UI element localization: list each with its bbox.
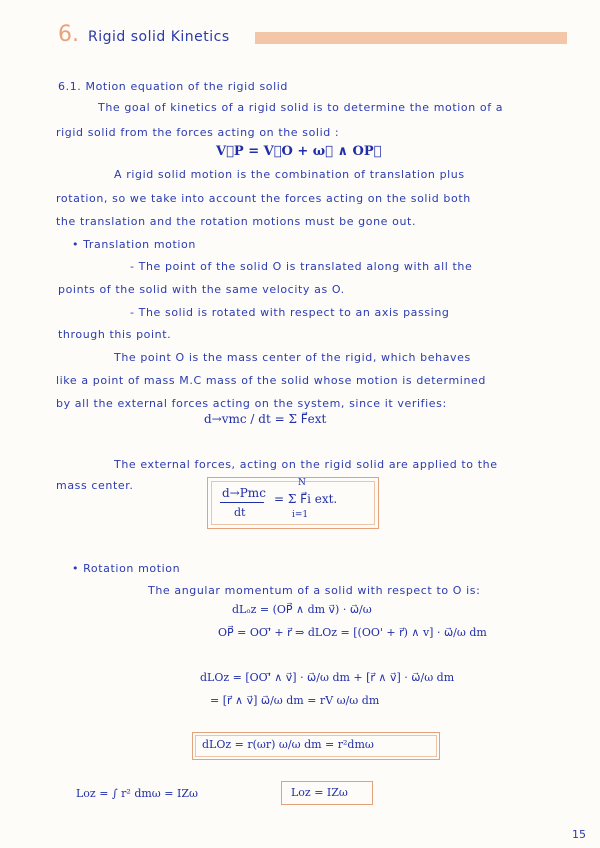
paragraph-line: by all the external forces acting on the system, since it verifies: [56,397,447,410]
paragraph-line: The point O is the mass center of the rigid, which behaves [114,351,471,364]
eq-sum-rhs: = Σ F⃗i ext. [274,492,338,506]
paragraph-line: like a point of mass M.C mass of the solid whose motion is determined [56,374,486,387]
paragraph-line: A rigid solid motion is the combination of translation plus [114,168,465,181]
angular-momentum-eq3: dLOz = [OO'⃗ ∧ v⃗] · ω⃗/ω dm + [r⃗ ∧ v⃗] · ω⃗/ω dm [200,671,455,684]
paragraph-line: rigid solid from the forces acting on the solid : [56,126,340,139]
paragraph-line: - The point of the solid O is translated along with all the [130,260,473,273]
paragraph-line: the translation and the rotation motions must be gone out. [56,215,417,228]
angular-momentum-boxed: dLOz = r(ωr) ω/ω dm = r²dmω [202,738,374,751]
fraction-bar [220,502,264,503]
velocity-equation: V⃗P = V⃗O + ω⃗ ∧ OP⃗ [216,144,382,159]
title-highlight-bar [255,32,567,44]
angular-momentum-eq2: OP⃗ = OO'⃗ + r⃗ ⇒ dLOz = [(OO' + r⃗) ∧ v] · ω⃗/ω dm [218,626,487,639]
bullet-translation: • Translation motion [72,238,196,251]
paragraph-line: mass center. [56,479,134,492]
page-number: 15 [572,828,586,841]
angular-momentum-integral: Loz = ∫ r² dmω = IZω [76,787,198,800]
sum-upper-limit: N [298,478,306,488]
chapter-title: Rigid solid Kinetics [88,29,230,45]
sum-lower-limit: i=1 [292,510,309,520]
angular-momentum-eq1: dLₒz = (OP⃗ ∧ dm v⃗) · ω⃗/ω [232,603,372,616]
eq-denominator: dt [234,506,246,519]
paragraph-line: The angular momentum of a solid with respect to O is: [148,584,481,597]
paragraph-line: rotation, so we take into account the forces acting on the solid both [56,192,471,205]
paragraph-line: through this point. [58,328,172,341]
paragraph-line: - The solid is rotated with respect to an axis passing [130,306,450,319]
section-heading: 6.1. Motion equation of the rigid solid [58,80,289,93]
final-result: Loz = IZω [291,786,348,799]
paragraph-line: The external forces, acting on the rigid solid are applied to the [114,458,498,471]
angular-momentum-eq4: = [r⃗ ∧ v⃗] ω⃗/ω dm = rV ω/ω dm [210,694,380,707]
bullet-rotation: • Rotation motion [72,562,181,575]
eq-numerator: d→Pmc [222,486,266,500]
newton-equation-inline: d→vmc / dt = Σ F⃗ext [204,412,327,426]
paragraph-line: points of the solid with the same velocity as O. [58,283,345,296]
chapter-number: 6. [58,22,79,47]
paragraph-line: The goal of kinetics of a rigid solid is to determine the motion of a [98,101,504,114]
